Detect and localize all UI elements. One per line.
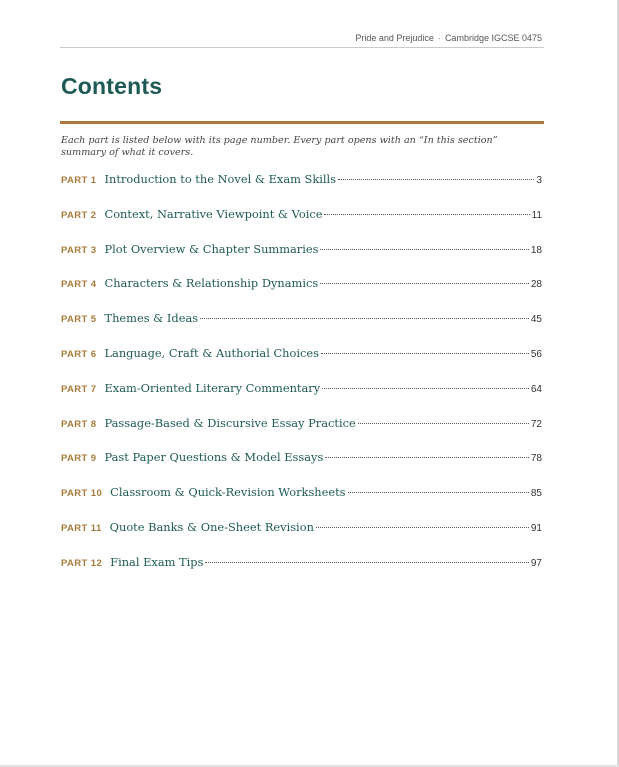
toc-entry-part-6[interactable] <box>61 341 542 376</box>
toc-entry-part-2[interactable] <box>61 202 542 237</box>
toc-page-number: 45 <box>530 314 542 326</box>
toc-title: Classroom & Quick-Revision Worksheets <box>110 485 346 500</box>
header-book-title: Pride and Prejudice <box>355 33 434 43</box>
toc-page-number: 91 <box>530 522 542 534</box>
toc-page-number: 11 <box>531 209 542 221</box>
dot-leader <box>320 249 528 250</box>
toc-title: Past Paper Questions & Model Essays <box>104 450 324 465</box>
toc-entry-part-12[interactable] <box>61 550 542 585</box>
toc-part-label: PART 7 <box>61 383 97 395</box>
toc-page-number: 3 <box>536 175 542 186</box>
dot-leader <box>338 179 534 180</box>
toc-title: Passage-Based & Discursive Essay Practice <box>104 415 356 430</box>
toc-part-label: PART 2 <box>61 209 97 221</box>
dot-leader <box>348 492 529 493</box>
dot-leader <box>324 214 529 215</box>
dot-leader <box>358 423 529 424</box>
toc-entry-part-8[interactable] <box>61 411 542 446</box>
dot-leader <box>322 388 529 389</box>
header-rule <box>60 47 544 48</box>
toc-title: Exam-Oriented Literary Commentary <box>104 380 321 395</box>
toc-title: Introduction to the Novel & Exam Skills <box>104 172 337 186</box>
toc-entry-part-10[interactable] <box>61 480 542 515</box>
toc-part-label: PART 1 <box>61 175 97 186</box>
dot-leader <box>205 562 528 563</box>
header-separator: · <box>437 33 441 43</box>
table-of-contents <box>61 167 542 585</box>
toc-entry-part-5[interactable] <box>61 306 542 341</box>
toc-part-label: PART 11 <box>61 522 102 534</box>
toc-title: Plot Overview & Chapter Summaries <box>104 241 319 256</box>
dot-leader <box>321 353 529 354</box>
toc-page-number: 64 <box>530 383 542 395</box>
dot-leader <box>316 527 529 528</box>
toc-entry-part-1[interactable] <box>61 167 542 202</box>
running-header <box>355 33 542 43</box>
toc-page-number: 97 <box>530 557 542 569</box>
toc-title: Quote Banks & One-Sheet Revision <box>109 519 314 534</box>
toc-page-number: 78 <box>530 453 542 465</box>
dot-leader <box>320 283 529 284</box>
toc-part-label: PART 9 <box>61 453 97 465</box>
dot-leader <box>325 457 529 458</box>
dot-leader <box>200 318 529 319</box>
toc-title: Context, Narrative Viewpoint & Voice <box>104 206 323 221</box>
toc-title: Final Exam Tips <box>110 554 204 569</box>
toc-page-number: 56 <box>530 348 542 360</box>
toc-title: Language, Craft & Authorial Choices <box>104 345 319 360</box>
toc-part-label: PART 3 <box>61 244 97 256</box>
header-course: Cambridge IGCSE 0475 <box>444 33 542 43</box>
title-rule <box>60 121 544 124</box>
toc-page-number: 72 <box>530 418 542 430</box>
intro-text: Each part is listed below with its page number. Every part opens with an “In this section” summary of what it covers. <box>61 135 498 158</box>
toc-page-number: 85 <box>530 488 542 500</box>
toc-entry-part-3[interactable] <box>61 237 542 272</box>
toc-part-label: PART 8 <box>61 418 97 430</box>
toc-part-label: PART 4 <box>61 279 97 291</box>
toc-page-number: 18 <box>530 244 542 256</box>
toc-part-label: PART 12 <box>61 557 103 569</box>
toc-part-label: PART 10 <box>61 488 103 500</box>
toc-title: Characters & Relationship Dynamics <box>104 276 319 291</box>
page-title: Contents <box>61 73 163 99</box>
toc-part-label: PART 5 <box>61 314 97 326</box>
toc-title: Themes & Ideas <box>104 311 199 326</box>
toc-entry-part-4[interactable] <box>61 271 542 306</box>
toc-page-number: 28 <box>530 279 542 291</box>
toc-entry-part-11[interactable] <box>61 515 542 550</box>
toc-entry-part-9[interactable] <box>61 445 542 480</box>
toc-entry-part-7[interactable] <box>61 376 542 411</box>
toc-part-label: PART 6 <box>61 348 97 360</box>
